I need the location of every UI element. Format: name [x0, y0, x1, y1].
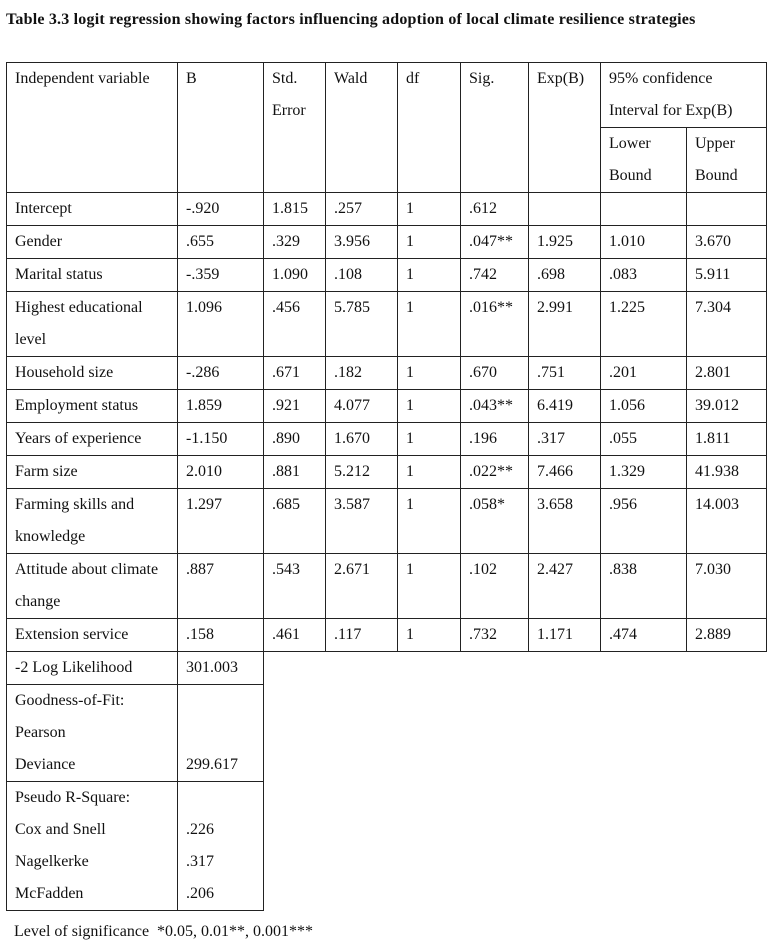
cell-b: 2.010: [178, 456, 264, 489]
cell-se: .881: [264, 456, 326, 489]
nagelkerke-label: Nagelkerke: [15, 853, 89, 870]
cell-df: 1: [398, 357, 461, 390]
header-wald: Wald: [326, 63, 398, 193]
cell-se: .543: [264, 554, 326, 619]
fit-label-cell: [7, 652, 178, 685]
fit-value-cell: [178, 782, 264, 911]
cell-df: 1: [398, 259, 461, 292]
cell-lower: [601, 193, 687, 226]
cell-wald: 3.956: [326, 226, 398, 259]
cell-sig: .732: [461, 619, 529, 652]
cell-upper: 14.003: [687, 489, 767, 554]
cell-wald: 4.077: [326, 390, 398, 423]
cell-sig: .016**: [461, 292, 529, 357]
table-row: [7, 259, 767, 292]
cell-variable: Attitude about climate change: [7, 554, 178, 619]
cell-upper: 41.938: [687, 456, 767, 489]
cox-snell-label: Cox and Snell: [15, 821, 106, 838]
deviance-label: Deviance: [15, 756, 76, 773]
pearson-label: Pearson: [15, 724, 66, 741]
cell-upper: 2.801: [687, 357, 767, 390]
header-std-error: Std. Error: [264, 63, 326, 193]
header-df: df: [398, 63, 461, 193]
table-row: [7, 357, 767, 390]
cell-b: 1.297: [178, 489, 264, 554]
cell-variable: Farming skills and knowledge: [7, 489, 178, 554]
cell-exp-b: 1.925: [529, 226, 601, 259]
cell-variable: Extension service: [7, 619, 178, 652]
pseudo-r-square-label: Pseudo R-Square:: [15, 789, 131, 806]
cell-wald: .108: [326, 259, 398, 292]
cell-wald: 2.671: [326, 554, 398, 619]
table-row: [7, 193, 767, 226]
table-row: [7, 423, 767, 456]
cell-df: 1: [398, 456, 461, 489]
cell-lower: 1.225: [601, 292, 687, 357]
cell-exp-b: [529, 193, 601, 226]
header-confidence-interval: 95% confidence Interval for Exp(B): [601, 63, 767, 128]
mcfadden-value: .206: [186, 885, 214, 902]
table-row: [7, 390, 767, 423]
cell-se: .671: [264, 357, 326, 390]
cell-exp-b: .317: [529, 423, 601, 456]
cell-upper: 7.030: [687, 554, 767, 619]
cell-variable: Marital status: [7, 259, 178, 292]
cox-snell-value: .226: [186, 821, 214, 838]
cell-upper: 39.012: [687, 390, 767, 423]
cell-b: .158: [178, 619, 264, 652]
model-fit-row: [7, 685, 767, 782]
fit-label-cell: [7, 782, 178, 911]
cell-wald: .117: [326, 619, 398, 652]
cell-b: 1.096: [178, 292, 264, 357]
table-row: [7, 226, 767, 259]
cell-sig: .022**: [461, 456, 529, 489]
cell-upper: 5.911: [687, 259, 767, 292]
cell-se: .329: [264, 226, 326, 259]
cell-sig: .102: [461, 554, 529, 619]
cell-se: .890: [264, 423, 326, 456]
cell-sig: .047**: [461, 226, 529, 259]
cell-upper: 3.670: [687, 226, 767, 259]
cell-lower: 1.329: [601, 456, 687, 489]
cell-df: 1: [398, 489, 461, 554]
cell-wald: 5.212: [326, 456, 398, 489]
cell-lower: .956: [601, 489, 687, 554]
cell-b: -.920: [178, 193, 264, 226]
model-fit-row: [7, 652, 767, 685]
table-row: [7, 456, 767, 489]
cell-exp-b: 6.419: [529, 390, 601, 423]
cell-b: -.359: [178, 259, 264, 292]
table-caption: Table 3.3 logit regression showing factors influencing adoption of local climate resilience strategies: [6, 11, 696, 28]
cell-lower: .838: [601, 554, 687, 619]
cell-variable: Years of experience: [7, 423, 178, 456]
cell-b: .887: [178, 554, 264, 619]
cell-wald: .257: [326, 193, 398, 226]
cell-b: 1.859: [178, 390, 264, 423]
cell-se: 1.815: [264, 193, 326, 226]
cell-variable: Intercept: [7, 193, 178, 226]
log-likelihood-value: 301.003: [186, 659, 238, 676]
gof-label: Goodness-of-Fit:: [15, 692, 125, 709]
logit-regression-table: [6, 62, 767, 911]
cell-exp-b: .751: [529, 357, 601, 390]
cell-upper: 2.889: [687, 619, 767, 652]
deviance-value: 299.617: [186, 756, 238, 773]
cell-exp-b: 7.466: [529, 456, 601, 489]
cell-se: .461: [264, 619, 326, 652]
cell-exp-b: .698: [529, 259, 601, 292]
model-fit-row: [7, 782, 767, 911]
cell-se: .456: [264, 292, 326, 357]
cell-upper: 1.811: [687, 423, 767, 456]
footnote-label: Level of significance: [14, 923, 150, 940]
cell-df: 1: [398, 292, 461, 357]
cell-lower: .474: [601, 619, 687, 652]
cell-variable: Employment status: [7, 390, 178, 423]
cell-se: .685: [264, 489, 326, 554]
cell-se: .921: [264, 390, 326, 423]
cell-sig: .058*: [461, 489, 529, 554]
cell-b: .655: [178, 226, 264, 259]
table-row: [7, 554, 767, 619]
cell-wald: 3.587: [326, 489, 398, 554]
cell-exp-b: 2.427: [529, 554, 601, 619]
cell-lower: .201: [601, 357, 687, 390]
cell-sig: .670: [461, 357, 529, 390]
header-sig: Sig.: [461, 63, 529, 193]
table-row: [7, 489, 767, 554]
cell-wald: 5.785: [326, 292, 398, 357]
header-exp-b: Exp(B): [529, 63, 601, 193]
cell-exp-b: 3.658: [529, 489, 601, 554]
header-b: B: [178, 63, 264, 193]
fit-label-cell: [7, 685, 178, 782]
cell-lower: .083: [601, 259, 687, 292]
cell-lower: 1.056: [601, 390, 687, 423]
cell-variable: Gender: [7, 226, 178, 259]
cell-df: 1: [398, 193, 461, 226]
cell-wald: 1.670: [326, 423, 398, 456]
mcfadden-label: McFadden: [15, 885, 84, 902]
header-independent-variable: Independent variable: [7, 63, 178, 193]
header-lower-bound: Lower Bound: [601, 128, 687, 193]
cell-df: 1: [398, 390, 461, 423]
cell-exp-b: 1.171: [529, 619, 601, 652]
cell-variable: Farm size: [7, 456, 178, 489]
cell-variable: Highest educational level: [7, 292, 178, 357]
table-row: [7, 619, 767, 652]
cell-b: -.286: [178, 357, 264, 390]
cell-exp-b: 2.991: [529, 292, 601, 357]
cell-b: -1.150: [178, 423, 264, 456]
cell-se: 1.090: [264, 259, 326, 292]
header-upper-bound: Upper Bound: [687, 128, 767, 193]
cell-df: 1: [398, 619, 461, 652]
cell-df: 1: [398, 226, 461, 259]
cell-sig: .742: [461, 259, 529, 292]
cell-df: 1: [398, 423, 461, 456]
nagelkerke-value: .317: [186, 853, 214, 870]
footnote-levels: *0.05, 0.01**, 0.001***: [157, 923, 314, 940]
cell-wald: .182: [326, 357, 398, 390]
cell-sig: .043**: [461, 390, 529, 423]
cell-df: 1: [398, 554, 461, 619]
significance-footnote: [14, 916, 313, 948]
cell-lower: 1.010: [601, 226, 687, 259]
fit-value-cell: [178, 685, 264, 782]
cell-upper: [687, 193, 767, 226]
fit-value-cell: [178, 652, 264, 685]
cell-sig: .196: [461, 423, 529, 456]
cell-variable: Household size: [7, 357, 178, 390]
pearson-value: [186, 717, 263, 749]
cell-sig: .612: [461, 193, 529, 226]
table-row: [7, 292, 767, 357]
cell-lower: .055: [601, 423, 687, 456]
cell-upper: 7.304: [687, 292, 767, 357]
log-likelihood-label: -2 Log Likelihood: [15, 659, 133, 676]
